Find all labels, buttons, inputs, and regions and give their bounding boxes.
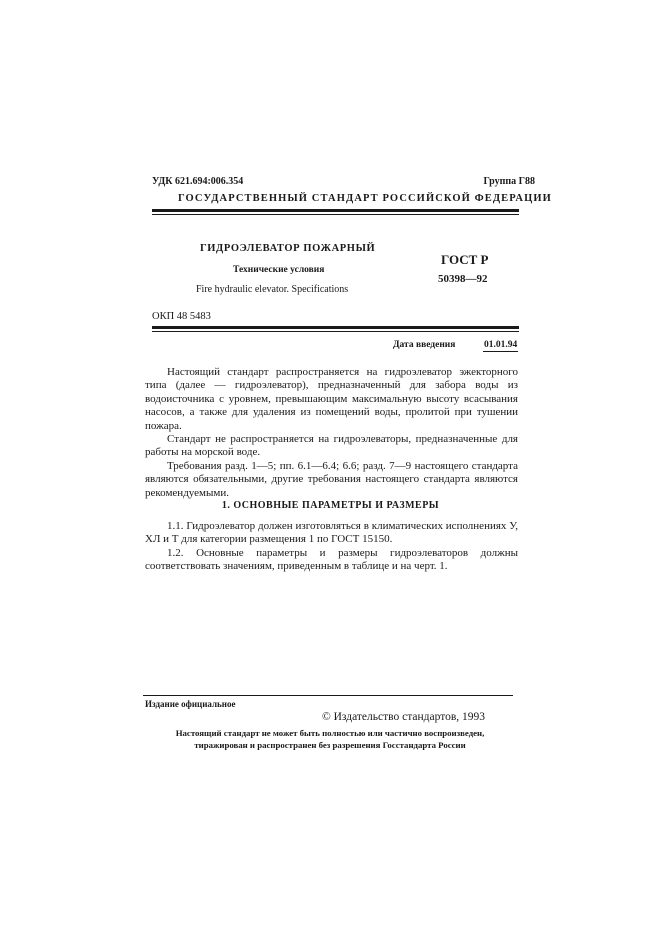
document-title: ГИДРОЭЛЕВАТОР ПОЖАРНЫЙ (200, 243, 376, 254)
date-label: Дата введения (393, 340, 456, 350)
footer-rule (143, 695, 513, 696)
paragraph: Требования разд. 1—5; пп. 6.1—6.4; 6.6; разд. 7—9 настоящего стандарта являются обязательными, другие требования настоящего стандарта являются рекомендуемыми. (145, 459, 518, 499)
date-value: 01.01.94 (484, 340, 518, 350)
state-standard-title: ГОСУДАРСТВЕННЫЙ СТАНДАРТ РОССИЙСКОЙ ФЕДЕРАЦИИ (178, 193, 552, 204)
gost-label: ГОСТ Р (441, 252, 489, 267)
document-title-en: Fire hydraulic elevator. Specifications (196, 284, 349, 295)
paragraph: 1.1. Гидроэлеватор должен изготовляться в климатических исполнениях У, ХЛ и Т для категории размещения 1 по ГОСТ 15150. (145, 520, 518, 546)
okp-code: ОКП 48 5483 (152, 311, 211, 322)
header-thin-rule (152, 214, 519, 215)
notice-line: Настоящий стандарт не может быть полностью или частично воспроизведен, (175, 728, 485, 738)
gost-number: 50398—92 (438, 273, 488, 285)
document-subtitle: Технические условия (233, 265, 325, 275)
copyright-text: © Издательство стандартов, 1993 (322, 711, 486, 723)
official-edition-label: Издание официальное (145, 699, 236, 709)
section-text (145, 520, 518, 574)
intro-text (145, 366, 518, 500)
paragraph: Стандарт не распространяется на гидроэлеваторы, предназначенные для работы на морской воде. (145, 433, 518, 459)
header-thick-rule (152, 209, 519, 212)
title-thick-rule (152, 326, 519, 329)
group-code: Группа Г88 (483, 176, 535, 187)
reproduction-notice (140, 727, 520, 751)
notice-line: тиражирован и распространен без разрешения Госстандарта России (194, 740, 466, 750)
title-thin-rule (152, 331, 519, 332)
section-title: 1. ОСНОВНЫЕ ПАРАМЕТРЫ И РАЗМЕРЫ (221, 500, 440, 511)
udk-code: УДК 621.694:006.354 (152, 176, 244, 187)
paragraph: 1.2. Основные параметры и размеры гидроэлеваторов должны соответствовать значениям, приведенным в таблице и на черт. 1. (145, 546, 518, 573)
paragraph: Настоящий стандарт распространяется на гидроэлеватор эжекторного типа (далее — гидроэлеватор), предназначенный для забора воды из водоисточника с уровнем, превышающим максимальную высоту всасывания насосов, а также для удаления из помещений воды, пролитой при тушении пожара. (145, 366, 518, 432)
